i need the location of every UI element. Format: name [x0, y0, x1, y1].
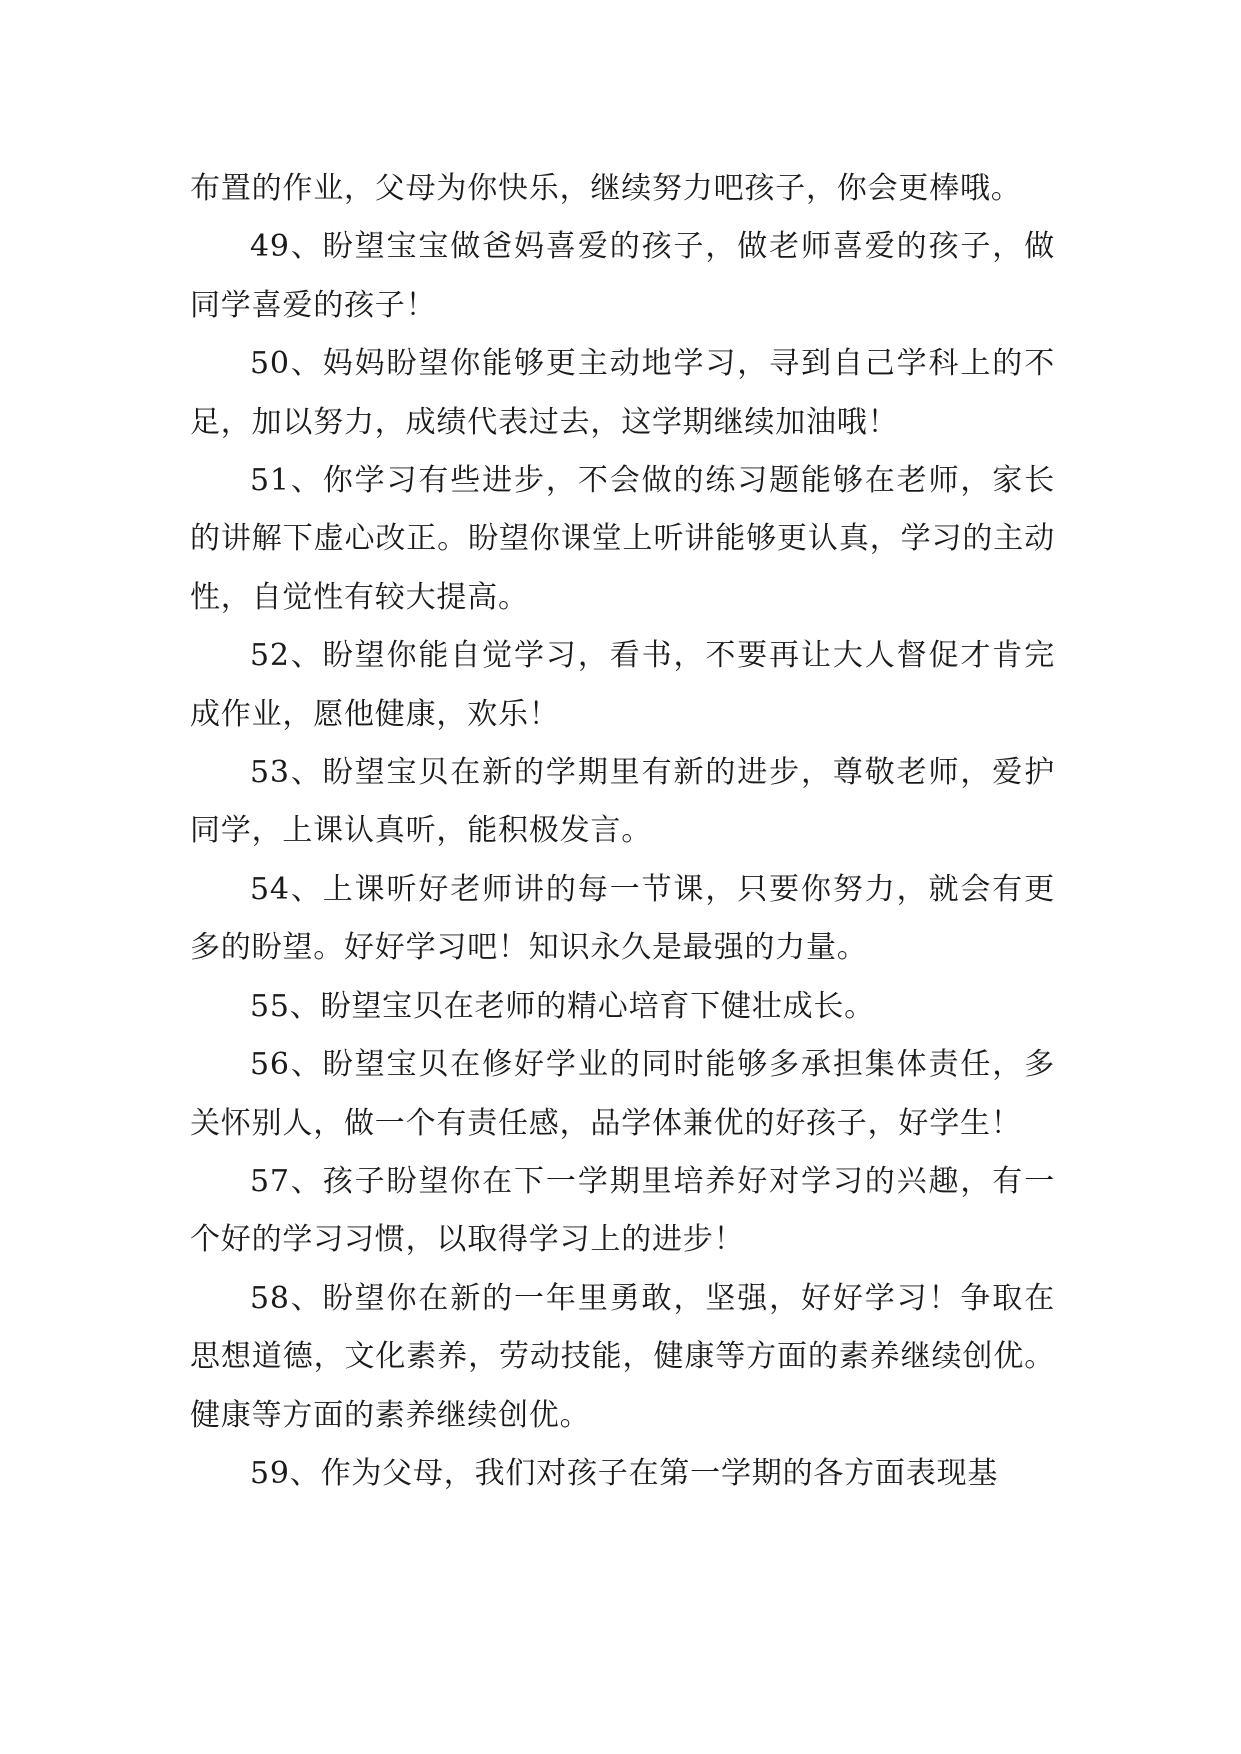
paragraph-53: 53、盼望宝贝在新的学期里有新的进步，尊敬老师，爱护同学，上课认真听，能积极发言。	[190, 755, 1055, 849]
paragraph-56: 56、盼望宝贝在修好学业的同时能够多承担集体责任，多关怀别人，做一个有责任感，品学体兼优的好孩子，好学生！	[190, 1047, 1055, 1141]
paragraph-50: 50、妈妈盼望你能够更主动地学习，寻到自己学科上的不足，加以努力，成绩代表过去，这学期继续加油哦！	[190, 346, 1055, 440]
paragraph-58: 58、盼望你在新的一年里勇敢，坚强，好好学习！争取在思想道德，文化素养，劳动技能，健康等方面的素养继续创优。 健康等方面的素养继续创优。	[190, 1280, 1055, 1433]
paragraph-52: 52、盼望你能自觉学习，看书，不要再让大人督促才肯完成作业，愿他健康，欢乐！	[190, 638, 1055, 732]
document-body	[190, 160, 1055, 1503]
paragraph-continued: 布置的作业，父母为你快乐，继续努力吧孩子，你会更棒哦。	[190, 171, 1022, 206]
paragraph-49: 49、盼望宝宝做爸妈喜爱的孩子，做老师喜爱的孩子，做同学喜爱的孩子！	[190, 229, 1055, 323]
paragraph-57: 57、孩子盼望你在下一学期里培养好对学习的兴趣，有一个好的学习习惯，以取得学习上的进步！	[190, 1163, 1055, 1258]
paragraph-55: 55、盼望宝贝在老师的精心培育下健壮成长。	[250, 988, 875, 1024]
paragraph-51: 51、你学习有些进步，不会做的练习题能够在老师，家长的讲解下虚心改正。盼望你课堂上听讲能够更认真，学习的主动性，自觉性有较大提高。	[190, 463, 1055, 615]
paragraph-54: 54、上课听好老师讲的每一节课，只要你努力，就会有更多的盼望。好好学习吧！知识永久是最强的力量。	[190, 871, 1055, 966]
paragraph-59: 59、作为父母，我们对孩子在第一学期的各方面表现基	[250, 1455, 999, 1491]
